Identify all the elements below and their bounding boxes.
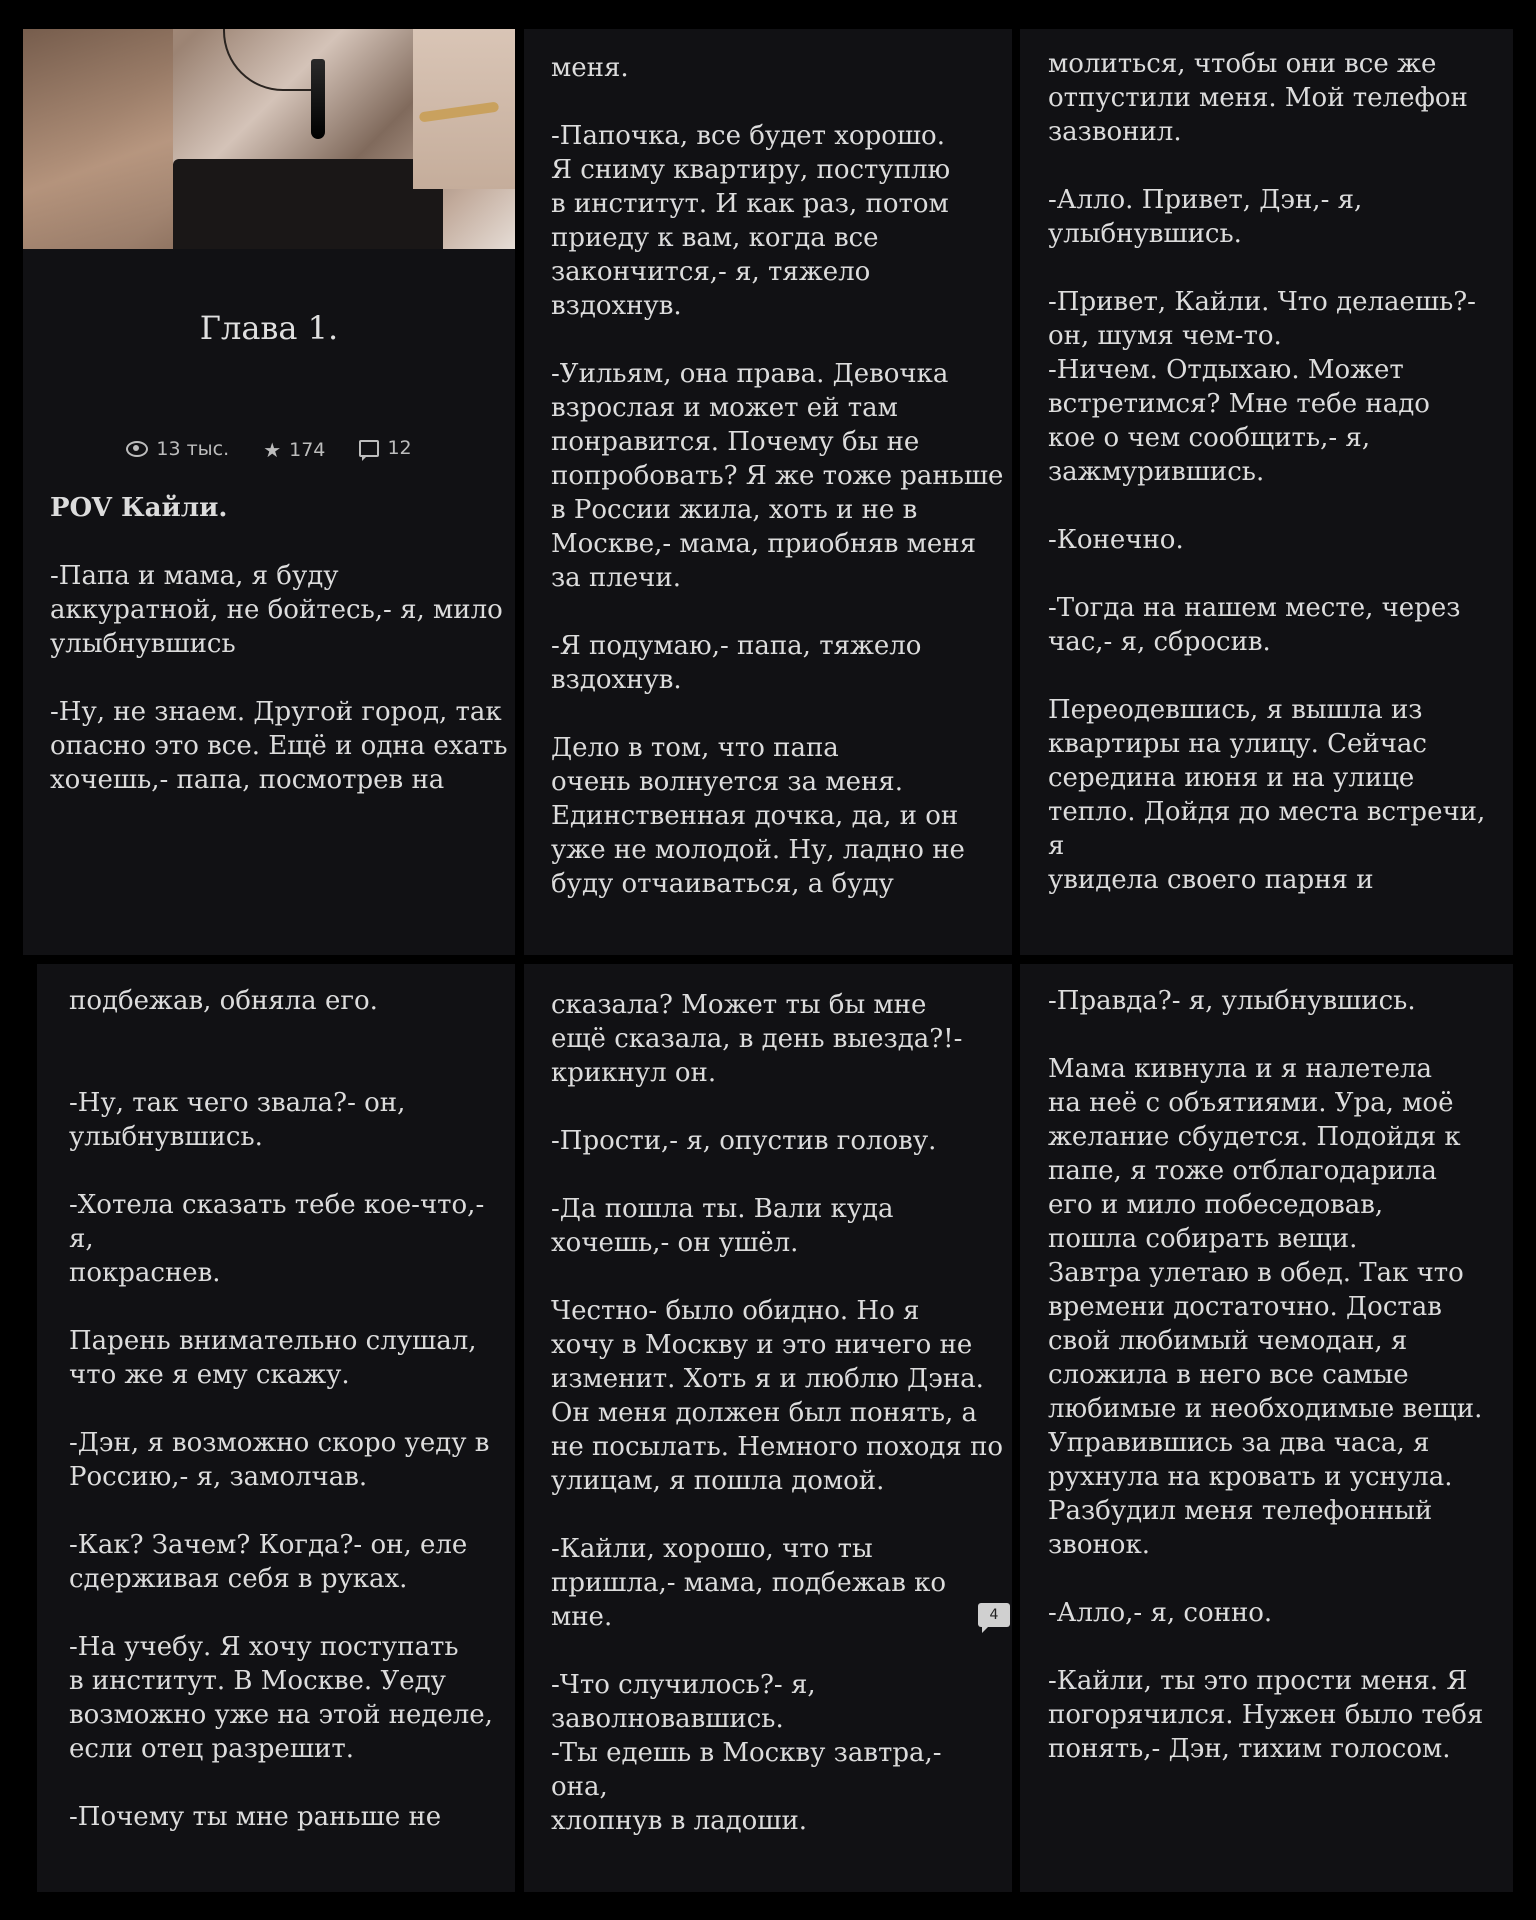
story-text-col4: подбежав, обняла его. -Ну, так чего звала?- он, улыбнувшись. -Хотела сказать тебе кое-что,- я, покраснев. Парень внимательно слушал, что же я ему скажу. -Дэн, я возможно скоро уеду в Россию,- я, замолчав. -Как? Зачем? Когда?- он, еле сдерживая себя в руках. -На учебу. Я хочу поступать в институт. В Москве. Уеду возможно уже на этой неделе, если отец разрешит. -Почему ты мне раньше не bbox=[69, 986, 493, 1832]
story-text-col3: молиться, чтобы они все же отпустили меня. Мой телефон зазвонил. -Алло. Привет, Дэн,- я, улыбнувшись. -Привет, Кайли. Что делаешь?- он, шумя чем-то. -Ничем. Отдыхаю. Может встретимся? Мне тебе надо кое о чем сообщить,- я, зажмурившись. -Конечно. -Тогда на нашем месте, через час,- я, сбросив. Переодевшись, я вышла из квартиры на улицу. Сейчас середина июня и на улице тепло. Дойдя до места встречи, я увидела своего парня и bbox=[1048, 49, 1486, 895]
chapter-panel-1 bbox=[23, 29, 515, 955]
comment-icon bbox=[359, 440, 379, 457]
star-icon: ★ bbox=[263, 437, 282, 462]
chapter-title: Глава 1. bbox=[199, 309, 339, 347]
inline-comment-badge[interactable]: 4 bbox=[978, 1603, 1010, 1627]
story-text-col1: -Папа и мама, я буду аккуратной, не бойтесь,- я, мило улыбнувшись -Ну, не знаем. Другой город, так опасно это все. Ещё и одна ехать хочешь,- папа, посмотрев на bbox=[50, 561, 508, 795]
chapter-panel-6 bbox=[1020, 964, 1513, 1892]
story-stats bbox=[23, 437, 515, 462]
chapter-panel-5 bbox=[524, 964, 1012, 1892]
cover-image bbox=[23, 29, 515, 249]
chapter-panel-3 bbox=[1020, 29, 1513, 955]
chapter-panel-4 bbox=[37, 964, 515, 1892]
chapter-panel-2 bbox=[524, 29, 1012, 955]
eye-icon bbox=[126, 441, 148, 457]
story-text-col6: -Правда?- я, улыбнувшись. Мама кивнула и я налетела на неё с объятиями. Ура, моё желание сбудется. Подойдя к папе, я тоже отблагодарила его и мило побеседовав, пошла собирать вещи. Завтра улетаю в обед. Так что времени достаточно. Достав свой любимый чемодан, я сложила в него все самые любимые и необходимые вещи. Управившись за два часа, я рухнула на кровать и уснула. Разбудил меня телефонный звонок. -Алло,- я, сонно. -Кайли, ты это прости меня. Я погорячился. Нужен было тебя понять,- Дэн, тихим голосом. bbox=[1048, 986, 1484, 1764]
pov-heading: POV Кайли. bbox=[50, 493, 228, 523]
story-text-col2: меня. -Папочка, все будет хорошо. Я сниму квартиру, поступлю в институт. И как раз, потом приеду к вам, когда все закончится,- я, тяжело вздохнув. -Уильям, она права. Девочка взрослая и может ей там понравится. Почему бы не попробовать? Я же тоже раньше в России жила, хоть и не в Москве,- мама, приобняв меня за плечи. -Я подумаю,- папа, тяжело вздохнув. Дело в том, что папа очень волнуется за меня. Единственная дочка, да, и он уже не молодой. Ну, ладно не буду отчаиваться, а буду bbox=[551, 53, 1004, 899]
votes-stat[interactable]: ★ 174 bbox=[263, 437, 326, 462]
comments-stat[interactable]: 12 bbox=[359, 437, 411, 459]
story-text-col5: сказала? Может ты бы мне ещё сказала, в день выезда?!- крикнул он. -Прости,- я, опустив голову. -Да пошла ты. Вали куда хочешь,- он ушёл. Честно- было обидно. Но я хочу в Москву и это ничего не изменит. Хоть я и люблю Дэна. Он меня должен был понять, а не посылать. Немного походя по улицам, я пошла домой. -Кайли, хорошо, что ты пришла,- мама, подбежав ко мне. -Что случилось?- я, заволновавшись. -Ты едешь в Москву завтра,- она, хлопнув в ладоши. bbox=[551, 990, 1004, 1836]
views-stat: 13 тыс. bbox=[126, 438, 229, 460]
